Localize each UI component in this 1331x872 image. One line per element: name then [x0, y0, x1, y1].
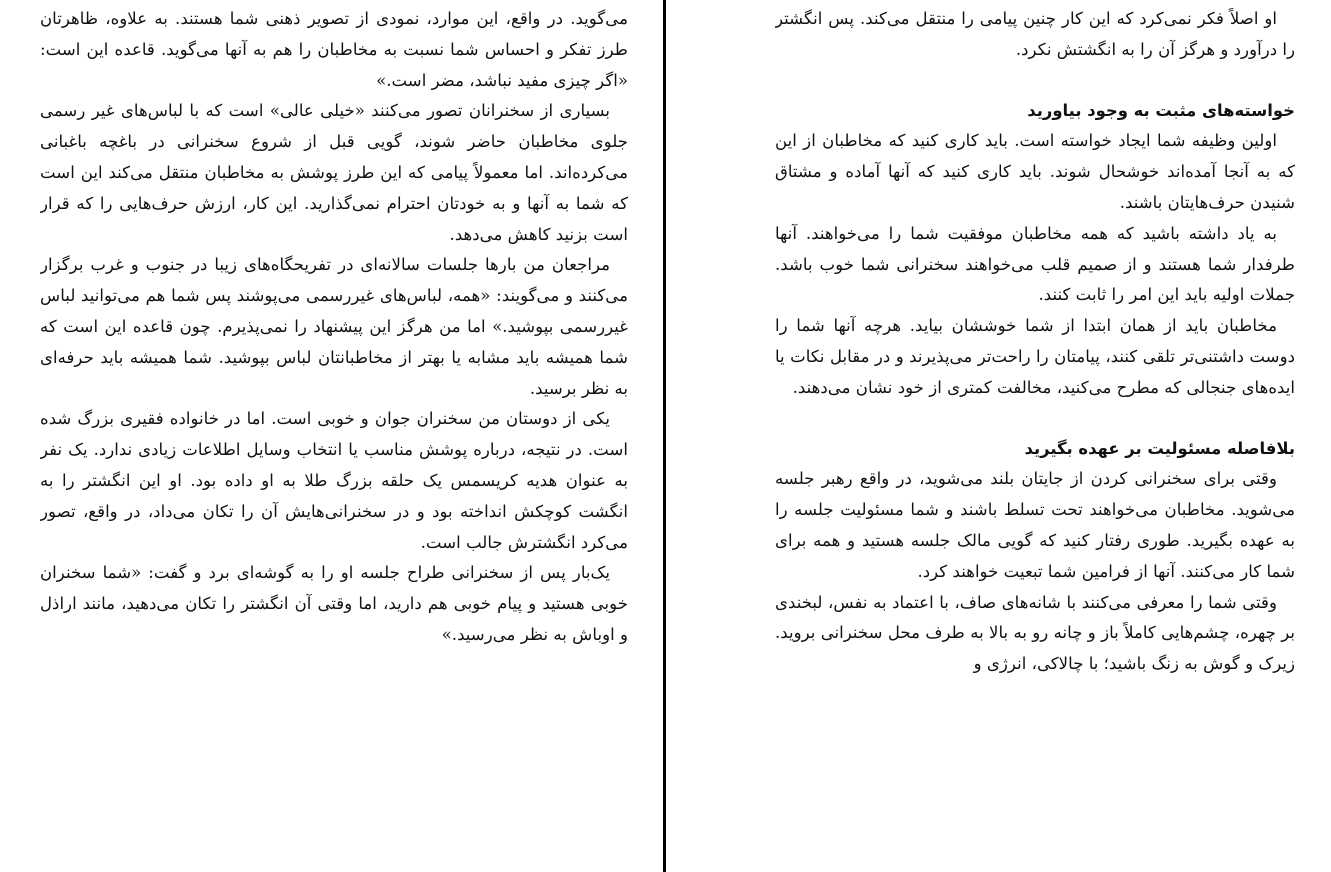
- section-heading-positive-desire: خواسته‌های مثبت به وجود بیاورید: [1027, 100, 1295, 120]
- left-paragraph-2: بسیاری از سخنرانان تصور می‌کنند «خیلی عالی» است که با لباس‌های غیر رسمی جلوی مخاطبان حاضر شوند، گویی قبل از شروع سخنرانی در باغچه باغبانی می‌کرده‌اند. اما معمولاً پیامی که این طرز پوشش به مخاطبان منتقل می‌کند این است که شما به آنها و به خودتان احترام نمی‌گذارید. این کار، ارزش حرف‌هایی را که قرار است بزنید کاهش می‌دهد.: [40, 101, 628, 244]
- left-paragraph-1: می‌گوید. در واقع، این موارد، نمودی از تصویر ذهنی شما هستند. به علاوه، ظاهرتان طرز تفکر و احساس شما نسبت به مخاطبان را هم به آنها می‌گوید. قاعده این است: «اگر چیزی مفید نباشد، مضر است.»: [40, 9, 628, 90]
- left-page: [40, 0, 628, 872]
- right-section2-paragraph-2: وقتی شما را معرفی می‌کنند با شانه‌های صاف، با اعتماد به نفس، لبخندی بر چهره، چشم‌هایی کاملاً باز و چانه رو به بالا به طرف محل سخنرانی بروید. زیرک و گوش به زنگ باشید؛ با چالاکی، انرژی و: [775, 592, 1295, 674]
- right-opening-paragraph: او اصلاً فکر نمی‌کرد که این کار چنین پیامی را منتقل می‌کند. پس انگشتر را درآورد و هرگز آن را به انگشتش نکرد.: [775, 9, 1295, 59]
- right-section1-paragraph-3: مخاطبان باید از همان ابتدا از شما خوششان بیاید. هرچه آنها شما را دوست داشتنی‌تر تلقی کنند، پیامتان را راحت‌تر می‌پذیرند و در مقابل نکات یا ایده‌های جنجالی که مطرح می‌کنید، مخالفت کمتری از خود نشان می‌دهند.: [775, 316, 1295, 397]
- left-paragraph-5: یک‌بار پس از سخنرانی طراح جلسه او را به گوشه‌ای برد و گفت: «شما سخنران خوبی هستید و پیام خوبی هم دارید، اما وقتی آن انگشتر را تکان می‌دهید، مانند اراذل و اوباش به نظر می‌رسید.»: [40, 563, 628, 644]
- section-heading-take-charge: بلافاصله مسئولیت بر عهده بگیرید: [1024, 438, 1295, 458]
- right-section2-paragraph-1: وقتی برای سخنرانی کردن از جایتان بلند می‌شوید، در واقع رهبر جلسه می‌شوید. مخاطبان می‌خواهند تحت تسلط باشند و شما مسئولیت جلسه را به عهده بگیرید. طوری رفتار کنید که گویی مالک جلسه هستید و همه برای شما کار می‌کنند. آنها از فرامین شما تبعیت خواهند کرد.: [775, 469, 1295, 581]
- left-paragraph-3: مراجعان من بارها جلسات سالانه‌ای در تفریحگاه‌های زیبا در جنوب و غرب برگزار می‌کنند و می‌گویند: «همه، لباس‌های غیررسمی می‌پوشند پس شما هم می‌توانید لباس غیررسمی بپوشید.» اما من هرگز این پیشنهاد را نمی‌پذیرم. چون قاعده این است که شما همیشه باید مشابه یا بهتر از مخاطبانتان لباس بپوشید. شما همیشه باید حرفه‌ای به نظر برسید.: [40, 255, 628, 398]
- right-page: [775, 0, 1295, 872]
- page-gutter-line: [663, 0, 666, 872]
- section-spacer: [775, 66, 1295, 96]
- left-paragraph-4: یکی از دوستان من سخنران جوان و خوبی است. اما در خانواده فقیری بزرگ شده است. در نتیجه، درباره پوشش مناسب یا انتخاب وسایل اطلاعات زیادی ندارد. یک نفر به عنوان هدیه کریسمس یک حلقه بزرگ طلا به او داده بود. او این انگشتر را به انگشت کوچکش انداخته بود و در سخنرانی‌هایش آن را تکان می‌داد، در واقع، تصور می‌کرد انگشترش جالب است.: [40, 409, 628, 552]
- right-section1-paragraph-1: اولین وظیفه شما ایجاد خواسته است. باید کاری کنید که مخاطبان از این که به آنجا آمده‌اند خوشحال شوند. باید کاری کنید که آنها آماده و مشتاق شنیدن حرف‌هایتان باشند.: [775, 131, 1295, 212]
- section-spacer: [775, 404, 1295, 434]
- right-section1-paragraph-2: به یاد داشته باشید که همه مخاطبان موفقیت شما را می‌خواهند. آنها طرفدار شما هستند و از صمیم قلب می‌خواهند سخنرانی شما خوب باشد. جملات اولیه باید این امر را ثابت کنند.: [775, 223, 1295, 305]
